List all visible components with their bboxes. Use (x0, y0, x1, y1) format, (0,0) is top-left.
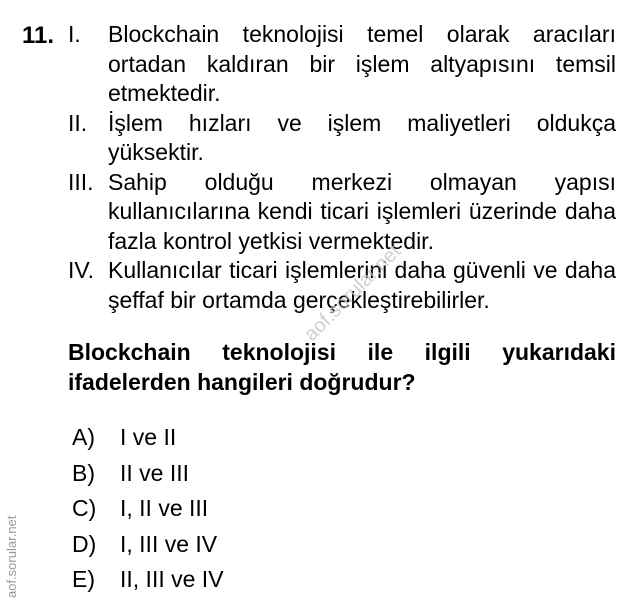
statement-2 (68, 109, 616, 168)
answer-options (72, 420, 224, 598)
statement-text: Sahip olduğu merkezi olmayan yapısı kullanıcılarına kendi ticari işlemleri üzerinde daha fazla kontrol yetkisi vermektedir. (108, 168, 616, 254)
statement-numeral: IV. (68, 257, 95, 283)
option-a[interactable] (72, 420, 224, 456)
statement-text: Kullanıcılar ticari işlemlerini daha güvenli ve daha şeffaf bir ortamda gerçekleştirebilirler. (108, 257, 616, 313)
statement-list (68, 20, 616, 315)
option-text: II, III ve IV (120, 566, 224, 592)
watermark-diagonal: aof.sorular.net (300, 240, 406, 346)
option-d[interactable] (72, 527, 224, 563)
statement-text: Blockchain teknolojisi temel olarak aracıları ortadan kaldıran bir işlem altyapısını temsil etmektedir. (108, 21, 616, 106)
watermark-side: aof.sorular.net (4, 515, 19, 598)
option-e[interactable] (72, 562, 224, 598)
option-text: I, III ve IV (120, 530, 218, 557)
question-prompt: Blockchain teknolojisi ile ilgili yukarıdaki ifadelerden hangileri doğrudur? (68, 339, 616, 395)
option-letter: D) (72, 530, 97, 557)
statement-numeral: II. (68, 109, 88, 136)
option-letter: B) (72, 459, 95, 486)
option-text: I, II ve III (120, 495, 209, 521)
statement-1 (68, 20, 616, 109)
statement-text: İşlem hızları ve işlem maliyetleri oldukça yüksektir. (108, 109, 616, 165)
statement-numeral: I. (68, 21, 81, 47)
statement-numeral: III. (68, 168, 94, 195)
statement-3 (68, 168, 616, 257)
option-letter: C) (72, 495, 97, 521)
option-c[interactable] (72, 491, 224, 527)
question-number: 11. (22, 22, 55, 49)
option-letter: E) (72, 566, 95, 592)
option-text: II ve III (120, 459, 190, 486)
option-text: I ve II (120, 424, 177, 450)
option-letter: A) (72, 424, 95, 450)
option-b[interactable] (72, 456, 224, 492)
